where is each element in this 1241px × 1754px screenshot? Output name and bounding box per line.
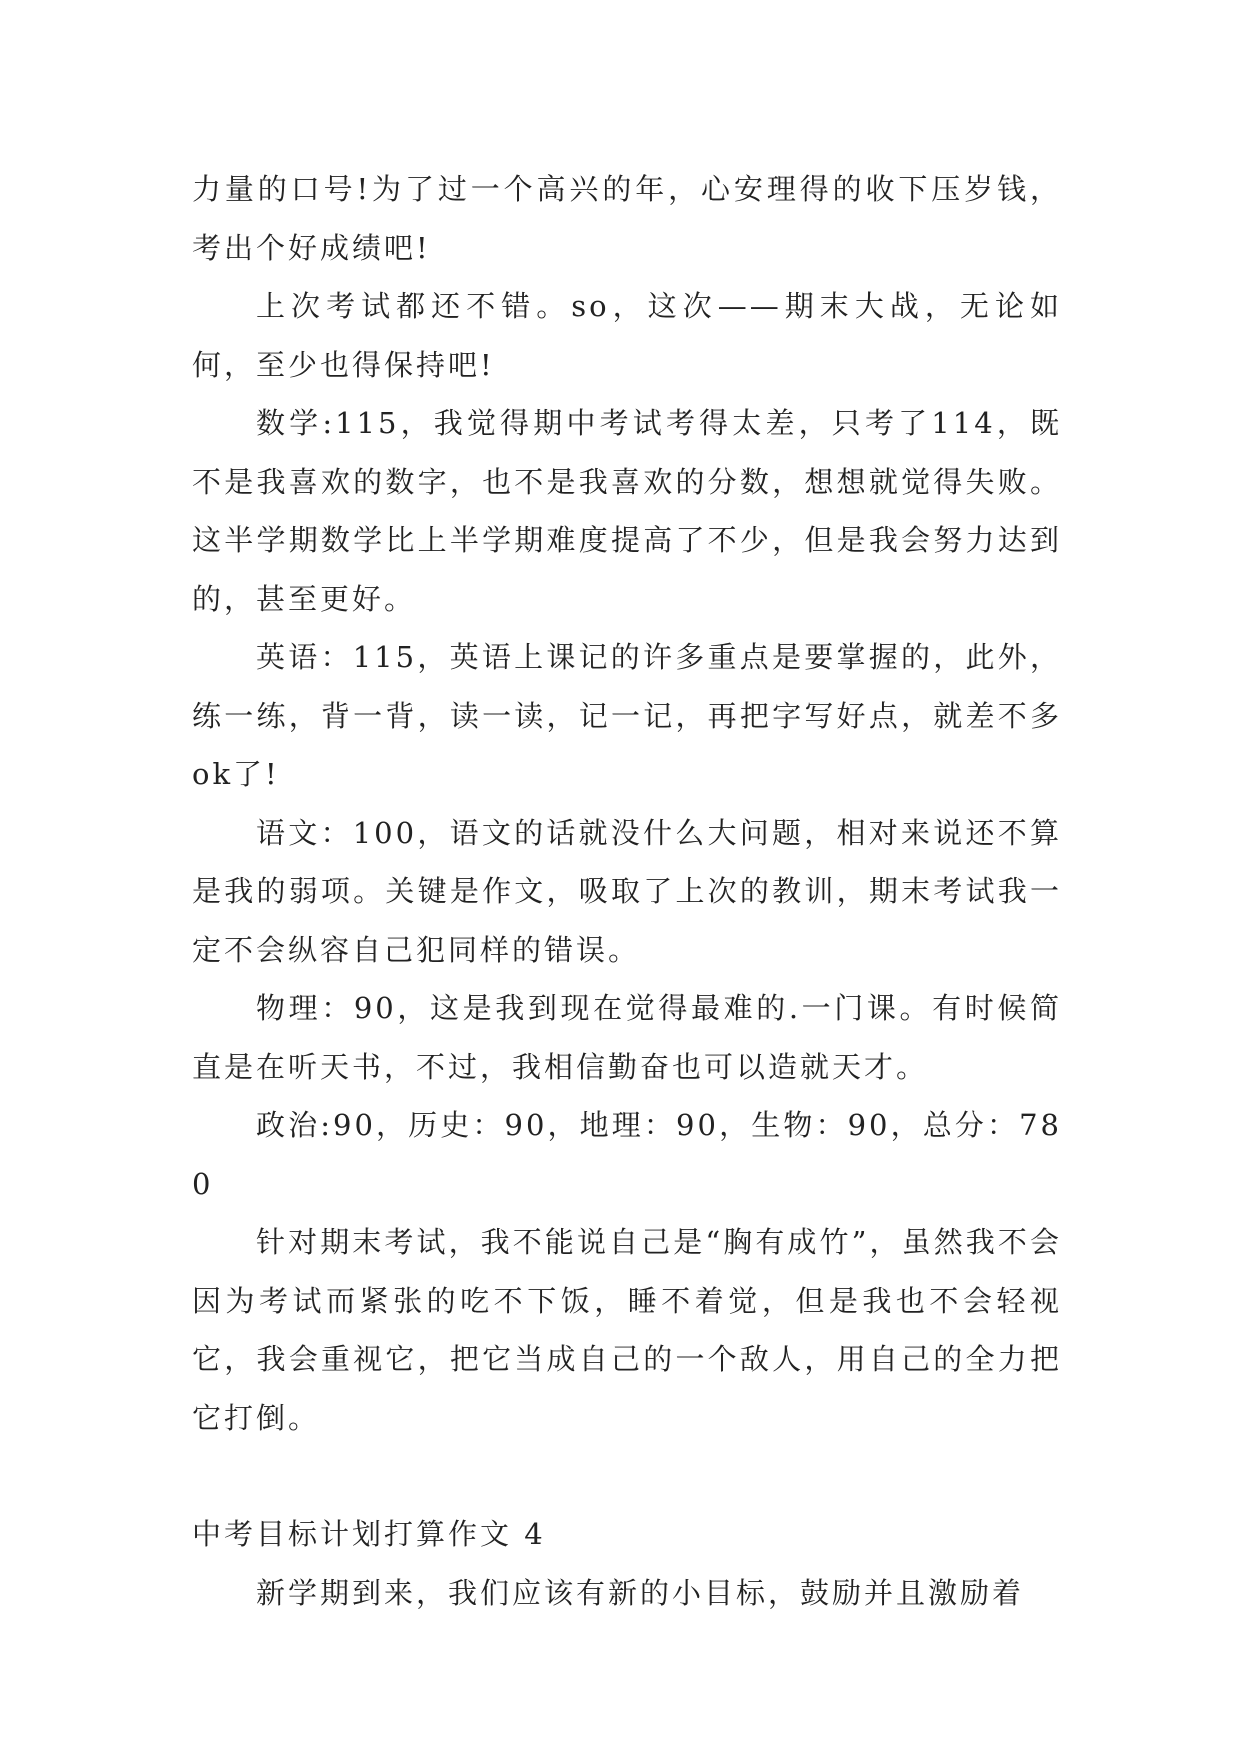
section-heading: 中考目标计划打算作文 4	[192, 1517, 546, 1551]
paragraph-physics: 物理：90，这是我到现在觉得最难的.一门课。有时候简直是在听天书，不过，我相信勤奋也可以造就天才。	[192, 991, 1062, 1084]
paragraph-chinese: 语文：100，语文的话就没什么大问题，相对来说还不算是我的弱项。关键是作文，吸取了上次的教训，期末考试我一定不会纵容自己犯同样的错误。	[192, 815, 1062, 967]
paragraph-1: 力量的口号!为了过一个高兴的年，心安理得的收下压岁钱，考出个好成绩吧!	[192, 172, 1062, 265]
paragraph-2: 上次考试都还不错。so，这次——期末大战，无论如何，至少也得保持吧!	[192, 289, 1062, 382]
section-spacer	[192, 1447, 1062, 1505]
document-page	[192, 160, 1062, 1622]
paragraph-new-semester: 新学期到来，我们应该有新的小目标，鼓励并且激励着	[256, 1575, 1025, 1610]
paragraph-final-exam: 针对期末考试，我不能说自己是“胸有成竹”，虽然我不会因为考试而紧张的吃不下饭，睡不着觉，但是我也不会轻视它，我会重视它，把它当成自己的一个敌人，用自己的全力把它打倒。	[192, 1225, 1062, 1435]
paragraph-english: 英语：115，英语上课记的许多重点是要掌握的，此外，练一练，背一背，读一读，记一记，再把字写好点，就差不多ok了!	[192, 640, 1062, 791]
paragraph-other-subjects: 政治:90，历史：90，地理：90，生物：90，总分：780	[192, 1108, 1062, 1201]
paragraph-math: 数学:115，我觉得期中考试考得太差，只考了114，既不是我喜欢的数字，也不是我喜欢的分数，想想就觉得失败。这半学期数学比上半学期难度提高了不少，但是我会努力达到的，甚至更好。	[192, 406, 1062, 616]
